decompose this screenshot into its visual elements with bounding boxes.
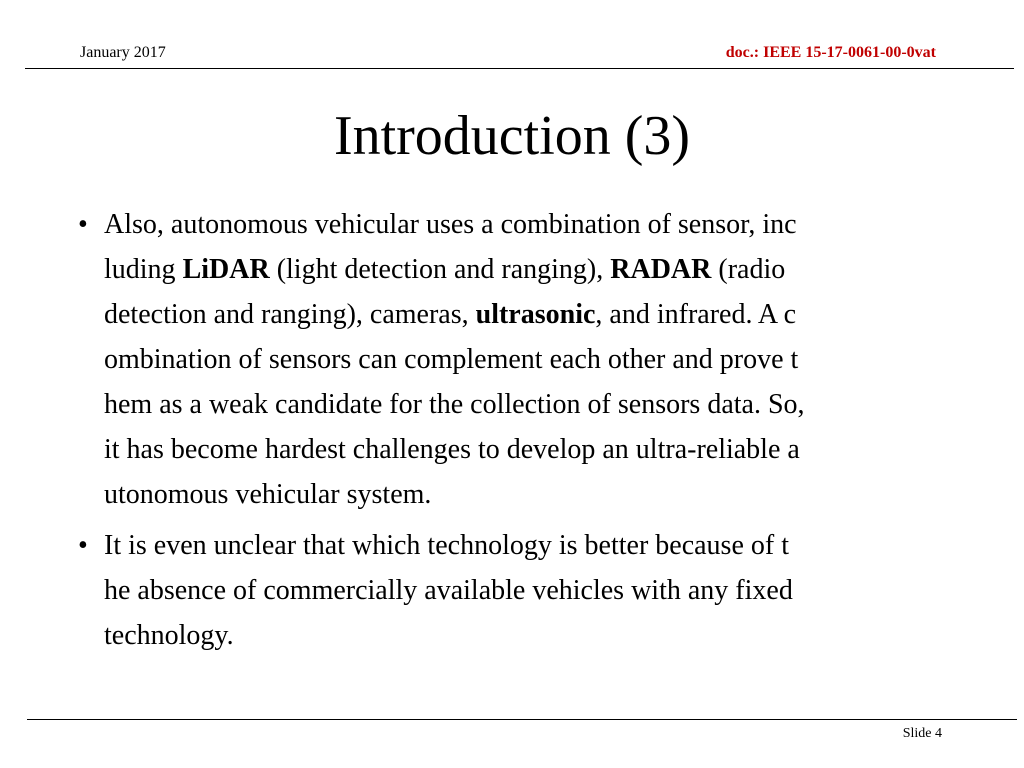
text-line: hem as a weak candidate for the collection of sensors data. So,	[104, 389, 805, 420]
bullet-dot-icon: •	[78, 530, 88, 561]
text-line: Also, autonomous vehicular uses a combination of sensor, inc	[104, 209, 797, 240]
text-line: utonomous vehicular system.	[104, 479, 432, 510]
slide-number: Slide 4	[902, 726, 942, 741]
bullet-item	[72, 202, 972, 517]
term-radar: RADAR	[610, 254, 712, 285]
footer-rule	[27, 719, 1017, 720]
slide-body	[72, 202, 972, 664]
text-line: ombination of sensors can complement each other and prove t	[104, 344, 799, 375]
bullet-dot-icon: •	[78, 209, 88, 240]
slide-title: Introduction (3)	[333, 105, 691, 167]
text-line: detection and ranging), cameras, ultrasonic, and infrared. A c	[104, 299, 796, 330]
text-line: he absence of commercially available vehicles with any fixed	[104, 575, 793, 606]
bullet-item	[72, 523, 972, 658]
bullet-text	[104, 202, 805, 517]
bullet-text	[104, 523, 793, 658]
text-line: technology.	[104, 620, 234, 651]
term-lidar: LiDAR	[182, 254, 270, 285]
text-line: It is even unclear that which technology is better because of t	[104, 530, 789, 561]
text-line: luding LiDAR (light detection and ranging), RADAR (radio	[104, 254, 786, 285]
header-doc-id: doc.: IEEE 15-17-0061-00-0vat	[725, 44, 936, 61]
text-line: it has become hardest challenges to develop an ultra-reliable a	[104, 434, 800, 465]
header-rule	[25, 68, 1014, 69]
term-ultrasonic: ultrasonic	[475, 299, 596, 330]
header-date: January 2017	[80, 44, 166, 61]
